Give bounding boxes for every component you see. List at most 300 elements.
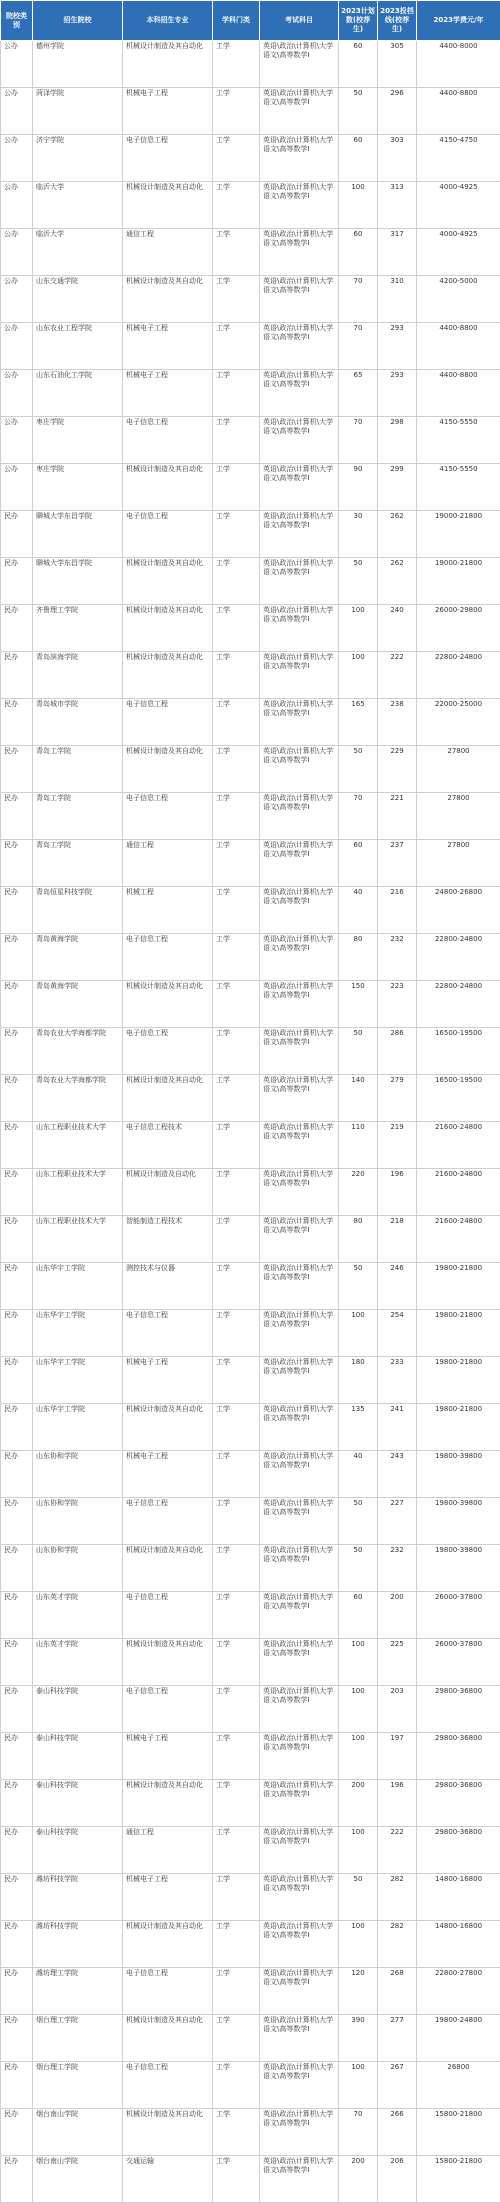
- cell-category: 公办: [1, 417, 33, 464]
- cell-plan: 180: [339, 1357, 378, 1404]
- cell-tuition: 24800-26800: [417, 887, 500, 934]
- cell-exam: 英语\政治\计算机\大学语文\高等数学Ⅰ: [260, 1639, 339, 1686]
- cell-exam: 英语\政治\计算机\大学语文\高等数学Ⅰ: [260, 135, 339, 182]
- table-row: [1, 1639, 500, 1686]
- cell-school: 潍坊理工学院: [33, 1968, 123, 2015]
- cell-exam: 英语\政治\计算机\大学语文\高等数学Ⅰ: [260, 1498, 339, 1545]
- cell-category: 公办: [1, 464, 33, 511]
- table-row: [1, 1263, 500, 1310]
- cell-school: 青岛滨海学院: [33, 652, 123, 699]
- table-row: [1, 182, 500, 229]
- cell-tuition: 29800-36800: [417, 1827, 500, 1874]
- cell-category: 公办: [1, 88, 33, 135]
- cell-score: 241: [378, 1404, 417, 1451]
- cell-discipline: 工学: [213, 1310, 260, 1357]
- cell-plan: 100: [339, 1310, 378, 1357]
- cell-plan: 50: [339, 1498, 378, 1545]
- table-row: [1, 370, 500, 417]
- cell-discipline: 工学: [213, 370, 260, 417]
- cell-tuition: 15800-21800: [417, 2109, 500, 2156]
- table-row: [1, 1075, 500, 1122]
- cell-score: 313: [378, 182, 417, 229]
- table-row: [1, 2109, 500, 2156]
- cell-category: 民办: [1, 1733, 33, 1780]
- table-row: [1, 558, 500, 605]
- table-row: [1, 323, 500, 370]
- cell-exam: 英语\政治\计算机\大学语文\高等数学Ⅰ: [260, 41, 339, 88]
- cell-exam: 英语\政治\计算机\大学语文\高等数学Ⅰ: [260, 511, 339, 558]
- cell-score: 232: [378, 1545, 417, 1592]
- cell-tuition: 21600-24800: [417, 1216, 500, 1263]
- cell-category: 民办: [1, 1028, 33, 1075]
- cell-school: 齐鲁理工学院: [33, 605, 123, 652]
- cell-school: 聊城大学东昌学院: [33, 558, 123, 605]
- cell-major: 机械电子工程: [123, 1451, 213, 1498]
- cell-discipline: 工学: [213, 746, 260, 793]
- cell-exam: 英语\政治\计算机\大学语文\高等数学Ⅰ: [260, 2015, 339, 2062]
- header-exam: 考试科目: [260, 1, 339, 41]
- cell-exam: 英语\政治\计算机\大学语文\高等数学Ⅰ: [260, 1733, 339, 1780]
- cell-school: 山东协和学院: [33, 1545, 123, 1592]
- cell-category: 民办: [1, 511, 33, 558]
- table-header-row: [1, 1, 500, 41]
- cell-plan: 100: [339, 1686, 378, 1733]
- cell-major: 机械电子工程: [123, 88, 213, 135]
- cell-tuition: 4150-5550: [417, 417, 500, 464]
- cell-exam: 英语\政治\计算机\大学语文\高等数学Ⅰ: [260, 1263, 339, 1310]
- cell-major: 电子信息工程: [123, 2062, 213, 2109]
- cell-plan: 60: [339, 135, 378, 182]
- table-row: [1, 981, 500, 1028]
- cell-discipline: 工学: [213, 1498, 260, 1545]
- table-row: [1, 605, 500, 652]
- cell-discipline: 工学: [213, 1216, 260, 1263]
- cell-score: 303: [378, 135, 417, 182]
- cell-discipline: 工学: [213, 652, 260, 699]
- cell-plan: 60: [339, 41, 378, 88]
- cell-tuition: 19800-39800: [417, 1545, 500, 1592]
- cell-tuition: 4000-4925: [417, 182, 500, 229]
- cell-category: 民办: [1, 1310, 33, 1357]
- cell-score: 243: [378, 1451, 417, 1498]
- cell-discipline: 工学: [213, 1733, 260, 1780]
- table-row: [1, 88, 500, 135]
- cell-tuition: 19800-21800: [417, 1310, 500, 1357]
- cell-school: 菏泽学院: [33, 88, 123, 135]
- cell-score: 277: [378, 2015, 417, 2062]
- cell-score: 227: [378, 1498, 417, 1545]
- table-row: [1, 2015, 500, 2062]
- cell-major: 机械设计制造及其自动化: [123, 558, 213, 605]
- cell-score: 279: [378, 1075, 417, 1122]
- cell-school: 山东英才学院: [33, 1639, 123, 1686]
- cell-school: 青岛工学院: [33, 793, 123, 840]
- cell-plan: 40: [339, 1451, 378, 1498]
- cell-exam: 英语\政治\计算机\大学语文\高等数学Ⅰ: [260, 182, 339, 229]
- cell-category: 民办: [1, 1498, 33, 1545]
- cell-exam: 英语\政治\计算机\大学语文\高等数学Ⅰ: [260, 558, 339, 605]
- cell-exam: 英语\政治\计算机\大学语文\高等数学Ⅰ: [260, 1404, 339, 1451]
- cell-school: 山东华宇工学院: [33, 1357, 123, 1404]
- cell-score: 229: [378, 746, 417, 793]
- cell-score: 299: [378, 464, 417, 511]
- cell-plan: 80: [339, 1216, 378, 1263]
- cell-plan: 80: [339, 934, 378, 981]
- cell-tuition: 26800: [417, 2062, 500, 2109]
- cell-discipline: 工学: [213, 88, 260, 135]
- cell-major: 通信工程: [123, 840, 213, 887]
- cell-school: 临沂大学: [33, 229, 123, 276]
- cell-tuition: 4400-8800: [417, 88, 500, 135]
- cell-tuition: 22800-24800: [417, 652, 500, 699]
- cell-major: 电子信息工程: [123, 417, 213, 464]
- cell-school: 烟台理工学院: [33, 2062, 123, 2109]
- cell-score: 238: [378, 699, 417, 746]
- cell-score: 267: [378, 2062, 417, 2109]
- cell-category: 民办: [1, 1122, 33, 1169]
- cell-exam: 英语\政治\计算机\大学语文\高等数学Ⅰ: [260, 746, 339, 793]
- header-tuition: 2023学费元/年: [417, 1, 500, 41]
- cell-discipline: 工学: [213, 417, 260, 464]
- cell-discipline: 工学: [213, 1122, 260, 1169]
- cell-score: 219: [378, 1122, 417, 1169]
- cell-exam: 英语\政治\计算机\大学语文\高等数学Ⅰ: [260, 1545, 339, 1592]
- cell-category: 民办: [1, 1592, 33, 1639]
- cell-exam: 英语\政治\计算机\大学语文\高等数学Ⅰ: [260, 88, 339, 135]
- cell-tuition: 27800: [417, 840, 500, 887]
- cell-exam: 英语\政治\计算机\大学语文\高等数学Ⅰ: [260, 417, 339, 464]
- cell-major: 电子信息工程: [123, 699, 213, 746]
- cell-score: 305: [378, 41, 417, 88]
- cell-discipline: 工学: [213, 1357, 260, 1404]
- table-row: [1, 1827, 500, 1874]
- cell-major: 机械工程: [123, 887, 213, 934]
- cell-category: 民办: [1, 746, 33, 793]
- cell-tuition: 21600-24800: [417, 1169, 500, 1216]
- cell-major: 机械电子工程: [123, 1733, 213, 1780]
- cell-score: 240: [378, 605, 417, 652]
- cell-major: 电子信息工程: [123, 1686, 213, 1733]
- cell-tuition: 4150-4750: [417, 135, 500, 182]
- cell-school: 山东协和学院: [33, 1498, 123, 1545]
- cell-category: 民办: [1, 1545, 33, 1592]
- table-row: [1, 746, 500, 793]
- table-row: [1, 1216, 500, 1263]
- cell-plan: 165: [339, 699, 378, 746]
- cell-tuition: 4400-8800: [417, 370, 500, 417]
- cell-discipline: 工学: [213, 511, 260, 558]
- cell-discipline: 工学: [213, 1028, 260, 1075]
- header-plan: 2023计划数(校荐生): [339, 1, 378, 41]
- cell-plan: 70: [339, 2109, 378, 2156]
- cell-score: 222: [378, 1827, 417, 1874]
- cell-discipline: 工学: [213, 464, 260, 511]
- cell-score: 221: [378, 793, 417, 840]
- cell-discipline: 工学: [213, 1592, 260, 1639]
- table-row: [1, 276, 500, 323]
- cell-tuition: 19800-21800: [417, 1404, 500, 1451]
- cell-major: 机械设计制造及其自动化: [123, 652, 213, 699]
- cell-major: 机械电子工程: [123, 323, 213, 370]
- cell-school: 烟台南山学院: [33, 2109, 123, 2156]
- cell-category: 民办: [1, 1780, 33, 1827]
- cell-major: 测控技术与仪器: [123, 1263, 213, 1310]
- cell-tuition: 26000-37800: [417, 1639, 500, 1686]
- cell-plan: 90: [339, 464, 378, 511]
- cell-major: 机械设计制造及其自动化: [123, 2015, 213, 2062]
- cell-school: 济宁学院: [33, 135, 123, 182]
- cell-school: 山东英才学院: [33, 1592, 123, 1639]
- cell-plan: 120: [339, 1968, 378, 2015]
- cell-score: 262: [378, 511, 417, 558]
- cell-exam: 英语\政治\计算机\大学语文\高等数学Ⅰ: [260, 1780, 339, 1827]
- cell-major: 机械电子工程: [123, 1874, 213, 1921]
- cell-score: 196: [378, 1780, 417, 1827]
- cell-category: 公办: [1, 323, 33, 370]
- table-row: [1, 135, 500, 182]
- cell-exam: 英语\政治\计算机\大学语文\高等数学Ⅰ: [260, 1169, 339, 1216]
- cell-plan: 150: [339, 981, 378, 1028]
- cell-major: 电子信息工程: [123, 1498, 213, 1545]
- cell-score: 262: [378, 558, 417, 605]
- table-row: [1, 1498, 500, 1545]
- cell-score: 298: [378, 417, 417, 464]
- cell-major: 电子信息工程: [123, 1028, 213, 1075]
- cell-school: 泰山科技学院: [33, 1827, 123, 1874]
- cell-category: 民办: [1, 1874, 33, 1921]
- cell-tuition: 26000-29800: [417, 605, 500, 652]
- cell-exam: 英语\政治\计算机\大学语文\高等数学Ⅰ: [260, 793, 339, 840]
- cell-plan: 100: [339, 1827, 378, 1874]
- cell-discipline: 工学: [213, 2015, 260, 2062]
- cell-school: 山东交通学院: [33, 276, 123, 323]
- cell-school: 青岛工学院: [33, 840, 123, 887]
- cell-exam: 英语\政治\计算机\大学语文\高等数学Ⅰ: [260, 934, 339, 981]
- cell-school: 青岛农业大学海都学院: [33, 1028, 123, 1075]
- cell-category: 民办: [1, 699, 33, 746]
- cell-school: 山东工程职业技术大学: [33, 1122, 123, 1169]
- cell-score: 246: [378, 1263, 417, 1310]
- cell-discipline: 工学: [213, 840, 260, 887]
- cell-exam: 英语\政治\计算机\大学语文\高等数学Ⅰ: [260, 2156, 339, 2203]
- cell-score: 268: [378, 1968, 417, 2015]
- cell-exam: 英语\政治\计算机\大学语文\高等数学Ⅰ: [260, 1827, 339, 1874]
- cell-school: 青岛黄海学院: [33, 981, 123, 1028]
- cell-plan: 100: [339, 182, 378, 229]
- cell-discipline: 工学: [213, 699, 260, 746]
- cell-score: 296: [378, 88, 417, 135]
- cell-score: 216: [378, 887, 417, 934]
- cell-discipline: 工学: [213, 323, 260, 370]
- cell-plan: 135: [339, 1404, 378, 1451]
- cell-school: 泰山科技学院: [33, 1733, 123, 1780]
- cell-exam: 英语\政治\计算机\大学语文\高等数学Ⅰ: [260, 981, 339, 1028]
- cell-school: 聊城大学东昌学院: [33, 511, 123, 558]
- cell-major: 机械设计制造及其自动化: [123, 276, 213, 323]
- cell-score: 232: [378, 934, 417, 981]
- cell-plan: 60: [339, 229, 378, 276]
- cell-exam: 英语\政治\计算机\大学语文\高等数学Ⅰ: [260, 464, 339, 511]
- cell-category: 公办: [1, 135, 33, 182]
- cell-exam: 英语\政治\计算机\大学语文\高等数学Ⅰ: [260, 2109, 339, 2156]
- table-row: [1, 699, 500, 746]
- cell-category: 公办: [1, 182, 33, 229]
- cell-plan: 100: [339, 2062, 378, 2109]
- cell-discipline: 工学: [213, 887, 260, 934]
- table-row: [1, 2156, 500, 2203]
- cell-discipline: 工学: [213, 41, 260, 88]
- cell-tuition: 22800-27800: [417, 1968, 500, 2015]
- cell-plan: 200: [339, 1780, 378, 1827]
- cell-discipline: 工学: [213, 605, 260, 652]
- header-category: 院校类别: [1, 1, 33, 41]
- cell-school: 潍坊科技学院: [33, 1874, 123, 1921]
- cell-category: 民办: [1, 1827, 33, 1874]
- cell-exam: 英语\政治\计算机\大学语文\高等数学Ⅰ: [260, 652, 339, 699]
- cell-discipline: 工学: [213, 182, 260, 229]
- cell-discipline: 工学: [213, 2062, 260, 2109]
- cell-major: 电子信息工程技术: [123, 1122, 213, 1169]
- cell-plan: 50: [339, 1874, 378, 1921]
- cell-exam: 英语\政治\计算机\大学语文\高等数学Ⅰ: [260, 229, 339, 276]
- cell-score: 222: [378, 652, 417, 699]
- cell-plan: 70: [339, 276, 378, 323]
- cell-major: 电子信息工程: [123, 934, 213, 981]
- cell-plan: 50: [339, 746, 378, 793]
- cell-major: 机械设计制造及其自动化: [123, 464, 213, 511]
- header-school: 招生院校: [33, 1, 123, 41]
- table-row: [1, 1357, 500, 1404]
- cell-plan: 50: [339, 1028, 378, 1075]
- cell-school: 枣庄学院: [33, 417, 123, 464]
- cell-discipline: 工学: [213, 1075, 260, 1122]
- header-major: 本科招生专业: [123, 1, 213, 41]
- table-row: [1, 1780, 500, 1827]
- cell-school: 山东农业工程学院: [33, 323, 123, 370]
- cell-tuition: 4150-5550: [417, 464, 500, 511]
- cell-score: 233: [378, 1357, 417, 1404]
- cell-exam: 英语\政治\计算机\大学语文\高等数学Ⅰ: [260, 699, 339, 746]
- cell-school: 青岛工学院: [33, 746, 123, 793]
- cell-category: 民办: [1, 1921, 33, 1968]
- cell-plan: 140: [339, 1075, 378, 1122]
- table-row: [1, 1874, 500, 1921]
- cell-major: 通信工程: [123, 1827, 213, 1874]
- cell-exam: 英语\政治\计算机\大学语文\高等数学Ⅰ: [260, 1357, 339, 1404]
- cell-discipline: 工学: [213, 1921, 260, 1968]
- cell-tuition: 27800: [417, 793, 500, 840]
- cell-category: 民办: [1, 2156, 33, 2203]
- table-row: [1, 1122, 500, 1169]
- cell-school: 青岛黄海学院: [33, 934, 123, 981]
- table-row: [1, 652, 500, 699]
- cell-tuition: 19800-39800: [417, 1498, 500, 1545]
- cell-tuition: 14800-16800: [417, 1874, 500, 1921]
- cell-plan: 100: [339, 1639, 378, 1686]
- cell-exam: 英语\政治\计算机\大学语文\高等数学Ⅰ: [260, 323, 339, 370]
- cell-plan: 60: [339, 1592, 378, 1639]
- cell-exam: 英语\政治\计算机\大学语文\高等数学Ⅰ: [260, 1310, 339, 1357]
- cell-category: 民办: [1, 1968, 33, 2015]
- table-row: [1, 229, 500, 276]
- cell-major: 机械设计制造及自动化: [123, 1169, 213, 1216]
- cell-tuition: 14800-16800: [417, 1921, 500, 1968]
- cell-discipline: 工学: [213, 229, 260, 276]
- cell-exam: 英语\政治\计算机\大学语文\高等数学Ⅰ: [260, 1592, 339, 1639]
- table-row: [1, 1921, 500, 1968]
- cell-exam: 英语\政治\计算机\大学语文\高等数学Ⅰ: [260, 1028, 339, 1075]
- cell-score: 317: [378, 229, 417, 276]
- table-row: [1, 1545, 500, 1592]
- cell-school: 烟台理工学院: [33, 2015, 123, 2062]
- cell-category: 民办: [1, 1639, 33, 1686]
- cell-school: 山东协和学院: [33, 1451, 123, 1498]
- cell-discipline: 工学: [213, 1639, 260, 1686]
- cell-school: 山东华宇工学院: [33, 1310, 123, 1357]
- cell-exam: 英语\政治\计算机\大学语文\高等数学Ⅰ: [260, 370, 339, 417]
- cell-tuition: 19000-21800: [417, 558, 500, 605]
- cell-school: 枣庄学院: [33, 464, 123, 511]
- cell-plan: 110: [339, 1122, 378, 1169]
- cell-major: 机械设计制造及其自动化: [123, 182, 213, 229]
- cell-exam: 英语\政治\计算机\大学语文\高等数学Ⅰ: [260, 1874, 339, 1921]
- cell-plan: 70: [339, 323, 378, 370]
- cell-category: 民办: [1, 1075, 33, 1122]
- cell-major: 机械设计制造及其自动化: [123, 1639, 213, 1686]
- cell-category: 民办: [1, 887, 33, 934]
- cell-score: 293: [378, 323, 417, 370]
- header-score: 2023投档线(校荐生): [378, 1, 417, 41]
- cell-exam: 英语\政治\计算机\大学语文\高等数学Ⅰ: [260, 1921, 339, 1968]
- cell-tuition: 19000-21800: [417, 511, 500, 558]
- cell-discipline: 工学: [213, 2156, 260, 2203]
- cell-plan: 65: [339, 370, 378, 417]
- cell-exam: 英语\政治\计算机\大学语文\高等数学Ⅰ: [260, 1122, 339, 1169]
- cell-discipline: 工学: [213, 1545, 260, 1592]
- cell-plan: 50: [339, 558, 378, 605]
- cell-exam: 英语\政治\计算机\大学语文\高等数学Ⅰ: [260, 276, 339, 323]
- cell-category: 民办: [1, 934, 33, 981]
- cell-tuition: 29800-36800: [417, 1780, 500, 1827]
- cell-tuition: 22800-24800: [417, 981, 500, 1028]
- cell-tuition: 4000-4925: [417, 229, 500, 276]
- cell-tuition: 15800-21800: [417, 2156, 500, 2203]
- table-row: [1, 511, 500, 558]
- cell-exam: 英语\政治\计算机\大学语文\高等数学Ⅰ: [260, 887, 339, 934]
- cell-category: 公办: [1, 229, 33, 276]
- cell-major: 电子信息工程: [123, 511, 213, 558]
- cell-discipline: 工学: [213, 1451, 260, 1498]
- cell-plan: 390: [339, 2015, 378, 2062]
- cell-major: 通信工程: [123, 229, 213, 276]
- cell-score: 282: [378, 1874, 417, 1921]
- cell-category: 民办: [1, 1169, 33, 1216]
- cell-category: 民办: [1, 2109, 33, 2156]
- table-row: [1, 887, 500, 934]
- cell-discipline: 工学: [213, 1780, 260, 1827]
- cell-plan: 60: [339, 840, 378, 887]
- cell-major: 机械设计制造及其自动化: [123, 1545, 213, 1592]
- cell-category: 民办: [1, 558, 33, 605]
- cell-score: 225: [378, 1639, 417, 1686]
- header-discipline: 学科门类: [213, 1, 260, 41]
- cell-score: 206: [378, 2156, 417, 2203]
- cell-school: 山东华宇工学院: [33, 1404, 123, 1451]
- table-row: [1, 1592, 500, 1639]
- cell-exam: 英语\政治\计算机\大学语文\高等数学Ⅰ: [260, 1216, 339, 1263]
- cell-score: 196: [378, 1169, 417, 1216]
- cell-plan: 100: [339, 605, 378, 652]
